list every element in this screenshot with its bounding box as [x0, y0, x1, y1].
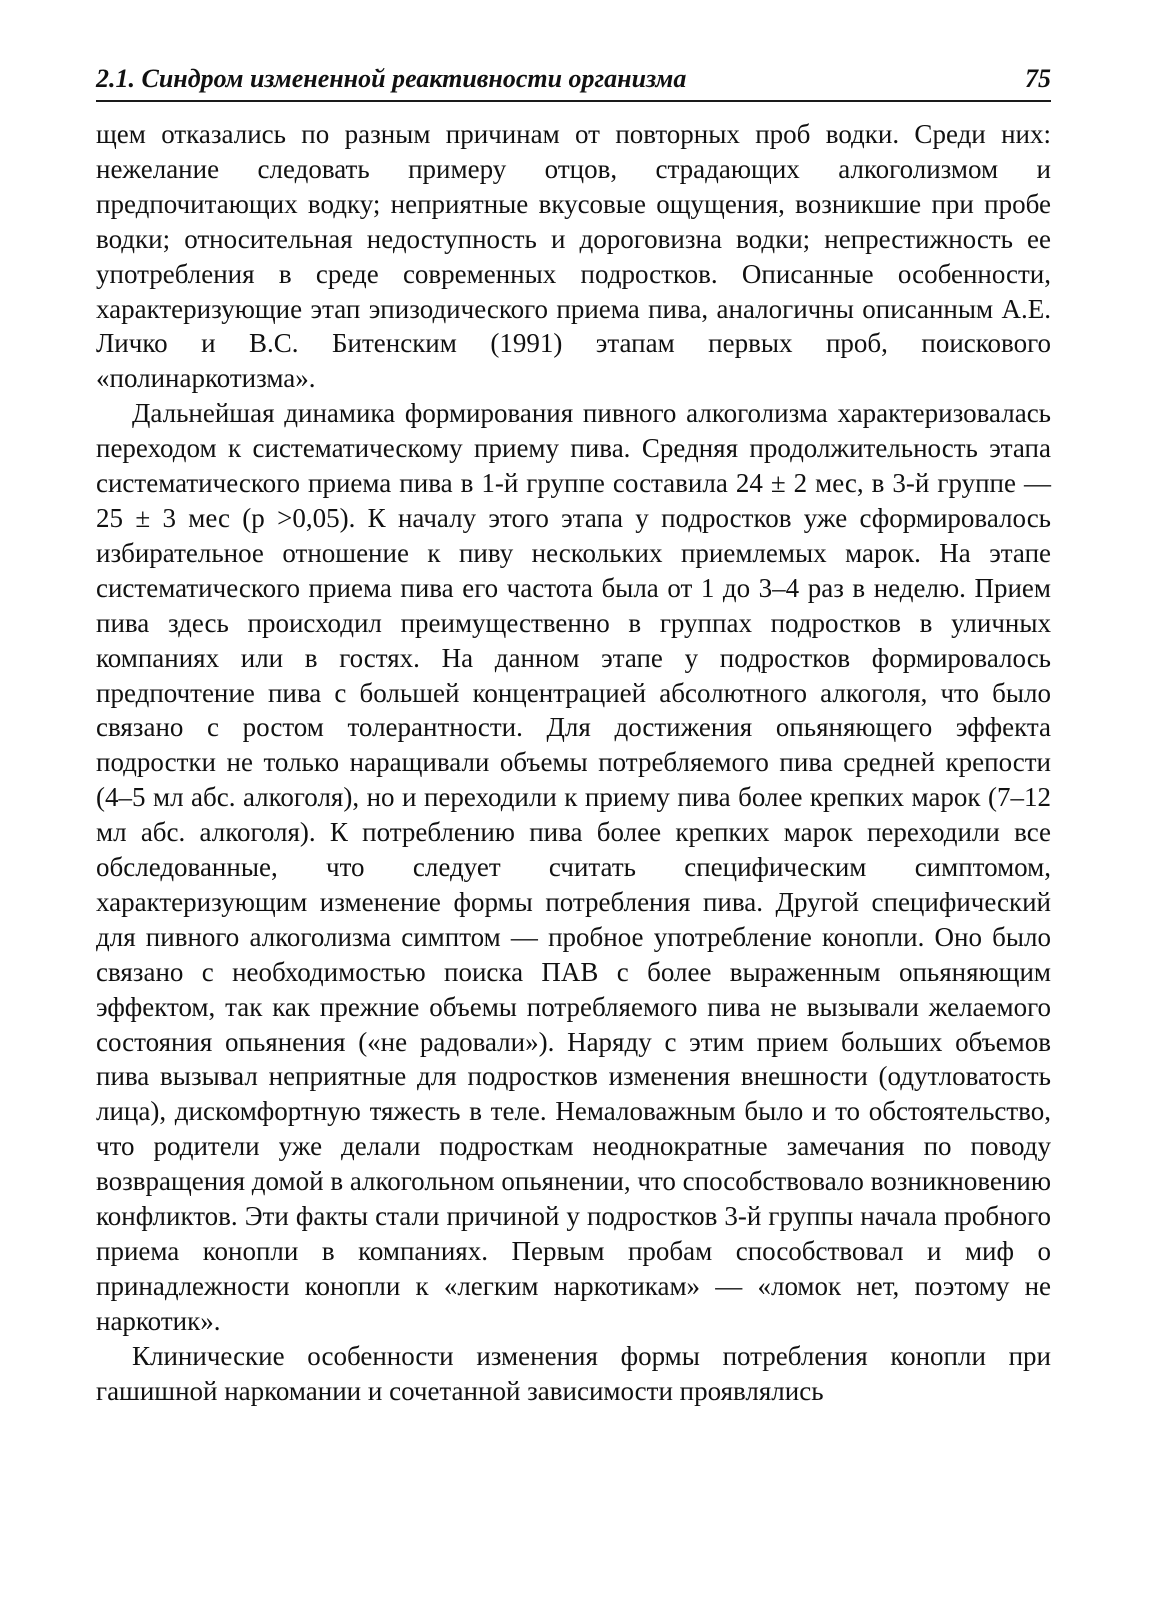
page-number: 75 — [1025, 64, 1051, 93]
running-header — [96, 58, 1051, 102]
body-text — [96, 117, 1051, 1409]
paragraph: Клинические особенности изменения формы потребления конопли при гашишной наркомании и сочетанной зависимости проявлялись — [96, 1340, 1051, 1406]
paragraph: Дальнейшая динамика формирования пивного алкоголизма характеризовалась переходом к систематическому приему пива. Средняя продолжительность этапа систематического приема пива в 1-й группе составила 24 ± 2 мес, в 3-й группе — 25 ± 3 мес (р >0,05). К началу этого этапа у подростков уже сформировалось избирательное отношение к пиву нескольких приемлемых марок. На этапе систематического приема пива его частота была от 1 до 3–4 раз в неделю. Прием пива здесь происходил преимущественно в группах подростков в уличных компаниях или в гостях. На данном этапе у подростков формировалось предпочтение пива с большей концентрацией абсолютного алкоголя, что было связано с ростом толерантности. Для достижения опьяняющего эффекта подростки не только наращивали объемы потребляемого пива средней крепости (4–5 мл абс. алкоголя), но и переходили к приему пива более крепких марок (7–12 мл абс. алкоголя). К потреблению пива более крепких марок переходили все обследованные, что следует считать специфическим симптомом, характеризующим изменение формы потребления пива. Другой специфический для пивного алкоголизма симптом — пробное употребление конопли. Оно было связано с необходимостью поиска ПАВ с более выраженным опьяняющим эффектом, так как прежние объемы потребляемого пива не вызывали желаемого состояния опьянения («не радовали»). Наряду с этим прием больших объемов пива вызывал неприятные для подростков изменения внешности (одутловатость лица), дискомфортную тяжесть в теле. Немаловажным было и то обстоятельство, что родители уже делали подросткам неоднократные замечания по поводу возвращения домой в алкогольном опьянении, что способствовало возникновению конфликтов. Эти факты стали причиной у подростков 3-й группы начала пробного приема конопли в компаниях. Первым пробам способствовал и миф о принадлежности конопли к «легким наркотикам» — «ломок нет, поэтому не наркотик». — [96, 398, 1051, 1336]
paragraph-continued: щем отказались по разным причинам от повторных проб водки. Среди них: нежелание следовать примеру отцов, страдающих алкоголизмом и предпочитающих водку; неприятные вкусовые ощущения, возникшие при пробе водки; относительная недоступность и дороговизна водки; непрестижность ее употребления в среде современных подростков. Описанные особенности, характеризующие этап эпизодического приема пива, аналогичны описанным А.Е. Личко и В.С. Битенским (1991) этапам первых проб, поискового «полинаркотизма». — [96, 119, 1051, 394]
running-title: 2.1. Синдром измененной реактивности организма — [96, 64, 687, 93]
